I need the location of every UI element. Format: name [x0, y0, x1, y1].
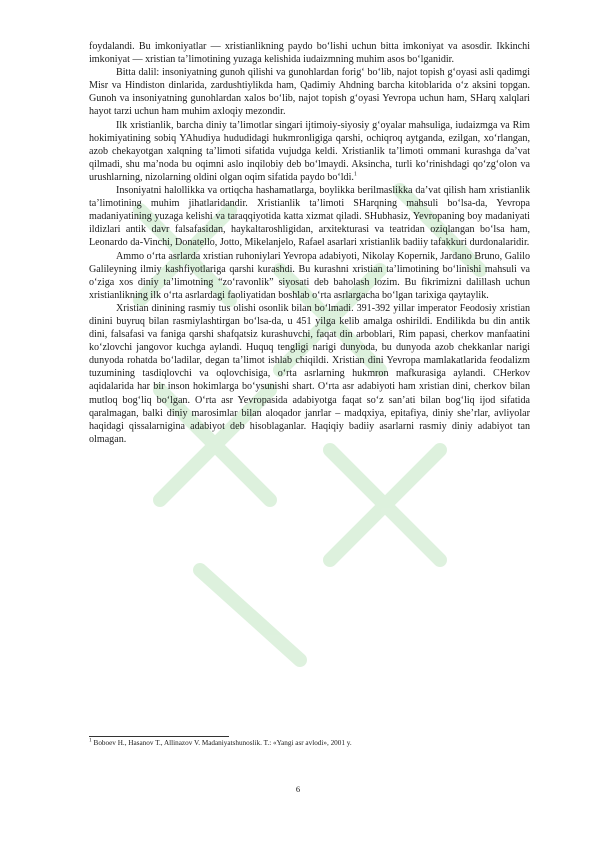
page-number: 6 [295, 784, 301, 794]
footnote [89, 739, 530, 748]
paragraph-2: Bitta dalil: insoniyatning gunoh qilishi va gunohlardan forig‘ bo‘lib, najot topish g‘oyasi asli qadimgi Misr va Hindiston dinlarida, zardushtiylikda ham, Qadimiy Ahdning barcha kitoblarida o‘z aksini topgan. Gunoh va insoniyatning gunohlardan xalos bo‘lib, najot topish g‘oyasi Yevropa uchun ham, SHarq xalqlari hayot tarzi uchun ham muhim axloqiy mezondir. [89, 67, 530, 118]
footnote-divider [89, 736, 229, 737]
paragraph-4: Insoniyatni halollikka va ortiqcha hashamatlarga, boylikka berilmaslikka da’vat qilish ham xristianlik ta’limotining muhim jihatlaridandir. Xristianlik ta’limoti SHarqning mahsuli bo‘lsa-da, Yevropa madaniyatining yuzaga kelishi va taraqqiyotida katta xizmat qiladi. SHubhasiz, Yevropaning boy madaniyati ildizlari antik davr falsafasidan, haykaltaroshligidan, arxitekturasi va teatridan oziqlangan bo‘lsa ham, Leonardo da-Vinchi, Donatello, Jotto, Mikelanjelo, Rafael asarlari xristianlik badiiy tafakkuri durdonalaridir. [89, 185, 530, 249]
paragraph-5: Ammo o‘rta asrlarda xristian ruhoniylari Yevropa adabiyoti, Nikolay Kopernik, Jardano Bruno, Galilo Galileyning ilmiy kashfiyotlariga qarshi kurashdi. Bu kurashni xristian ta’limotining bo‘linishi mahsuli va o‘ziga xos diniy ta’limotning “zo‘ravonlik” siyosati deb baholash lozim. Bu fikrimizni dalillash uchun xristianlikning ilk o‘rta asrlardagi faoliyatidan boshlab o‘rta asrlargacha bo‘lgan tarixiga qaytaylik. [89, 250, 530, 301]
paragraph-1: foydalandi. Bu imkoniyatlar — xristianlikning paydo bo‘lishi uchun bitta imkoniyat va asosdir. Ikkinchi imkoniyat — xristian ta’limotining yuzaga kelishida iudaizmning muhim asos bo‘lganidir. [89, 41, 530, 66]
footnote-text: Boboev H., Hasanov T., Allinazov V. Madaniyatshunoslik. T.: «Yangi asr avlodi», 2001 y. [93, 739, 352, 747]
body-text [89, 40, 530, 446]
footnote-reference[interactable]: 1 [353, 171, 357, 178]
paragraph-6: Xristian dinining rasmiy tus olishi osonlik bilan bo‘lmadi. 391-392 yillar imperator Feodosiy xristian dinini buyruq bilan rasmiylashtirgan bo‘lsa-da, u 451 yilga kelib amalga oshirildi. Endilikda bu din antik dini, falsafasi va faniga qarshi shafqatsiz kurashuvchi, faqat din arboblari, Rim papasi, cherkov manfaatini ko‘zlovchi jangovor kuchga aylandi. Huquq tengligi narigi dunyoda, bu dunyoda azob chekkanlar narigi dunyoda rohatda bo‘ladilar, degan ta’limot ishlab chiqildi. Xristian dini Yevropa mamlakatlarida feodalizm tuzumining tasdiqlovchi va oqlovchisiga, o‘rta asrlarning hukmron mafkurasiga aylandi. CHerkov aqidalarida har bir inson hokimlarga bo‘ysunishi shart. O‘rta asr adabiyoti ham xristian dini, cherkov bilan mutloq bog‘liq bo‘lgan. O‘rta asr Yevropasida adabiyotga faqat so‘z san’ati bilan bog‘liq ijod sifatida qaralmagan, balki diniy marosimlar bilan aloqador janrlar – madqxiya, epitafiya, diniy she’rlar, avliyolar haqidagi qissalarnigina adabiyot deb hisoblaganlar. Haqiqiy badiiy asarlarni rasmiy diniy adabiyot tan olmagan. [89, 302, 530, 445]
footnote-marker: 1 [89, 737, 92, 744]
paragraph-3: Ilk xristianlik, barcha diniy ta’limotlar singari ijtimoiy-siyosiy g‘oyalar mahsuliga, iudaizmga va Rim hokimiyatining sobiq YAhudiya hududidagi hukmronligiga qarshi, ochiqroq aytganda, ezilgan, xo‘rlangan, azob chekayotgan xalqning ta’limoti sifatida vujudga keldi. Xristianlik ta’limoti ommani kurashga da’vat qilmadi, shu ma’noda bu oqimni aslo inqilobiy deb bo‘lmaydi. Aksincha, turli ko‘rinishdagi qo‘zg‘olon va urushlarning, nizolarning oldini olgan oqim sifatida paydo bo‘ldi.$^1$ [89, 119, 530, 183]
